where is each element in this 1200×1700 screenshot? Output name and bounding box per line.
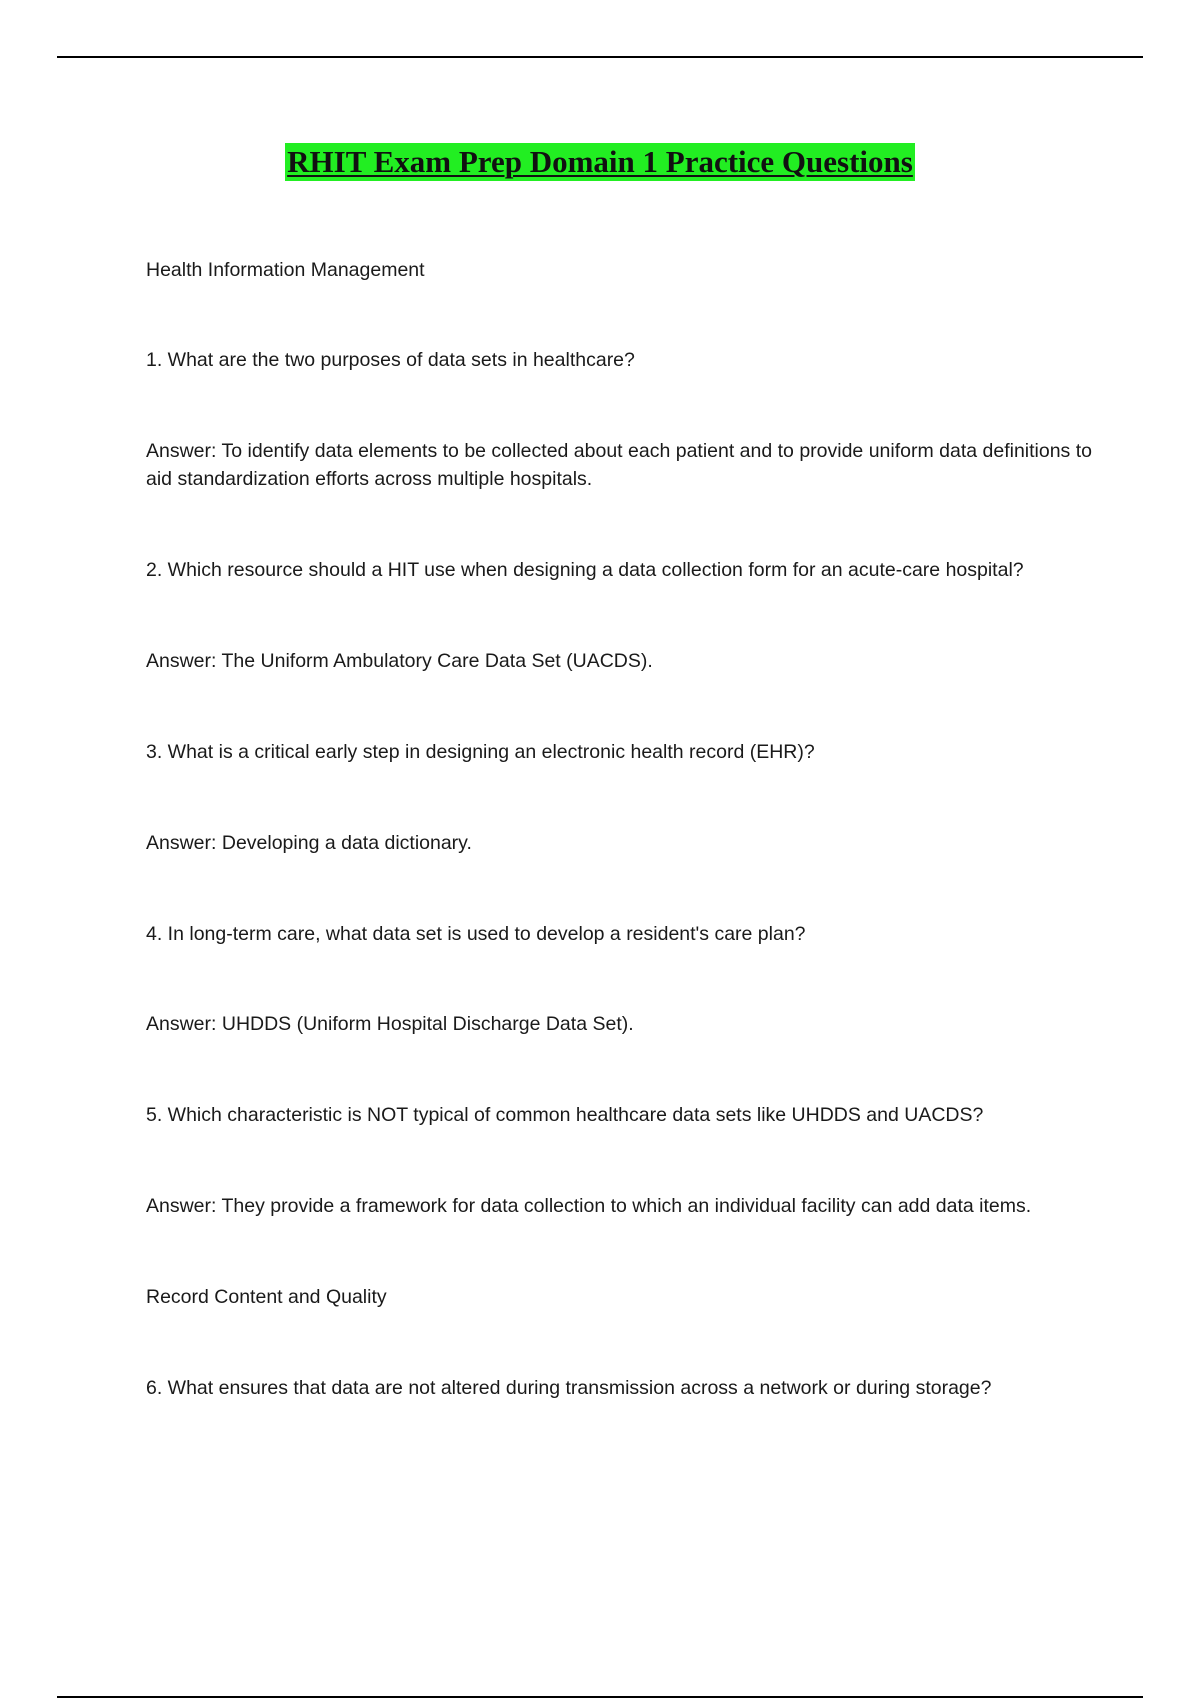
document-title: RHIT Exam Prep Domain 1 Practice Questions [287, 144, 913, 179]
question-2: 2. Which resource should a HIT use when designing a data collection form for an acute-care hospital? [146, 559, 1024, 581]
title-container [0, 143, 1200, 181]
question-5: 5. Which characteristic is NOT typical of common healthcare data sets like UHDDS and UACDS? [146, 1104, 984, 1126]
question-1: 1. What are the two purposes of data sets in healthcare? [146, 349, 635, 371]
bottom-rule [57, 1696, 1143, 1698]
section-heading: Record Content and Quality [146, 1286, 387, 1308]
answer-4: Answer: UHDDS (Uniform Hospital Discharge Data Set). [146, 1013, 634, 1035]
answer-3: Answer: Developing a data dictionary. [146, 832, 472, 854]
question-3: 3. What is a critical early step in designing an electronic health record (EHR)? [146, 741, 815, 763]
answer-2: Answer: The Uniform Ambulatory Care Data Set (UACDS). [146, 650, 653, 672]
question-4: 4. In long-term care, what data set is used to develop a resident's care plan? [146, 923, 806, 945]
section-heading: Health Information Management [146, 259, 425, 281]
answer-5: Answer: They provide a framework for data collection to which an individual facility can add data items. [146, 1195, 1032, 1217]
answer-1: Answer: To identify data elements to be collected about each patient and to provide uniform data definitions to aid standardization efforts across multiple hospitals. [146, 440, 1092, 490]
top-rule [57, 56, 1143, 58]
question-6: 6. What ensures that data are not altered during transmission across a network or during storage? [146, 1377, 992, 1399]
